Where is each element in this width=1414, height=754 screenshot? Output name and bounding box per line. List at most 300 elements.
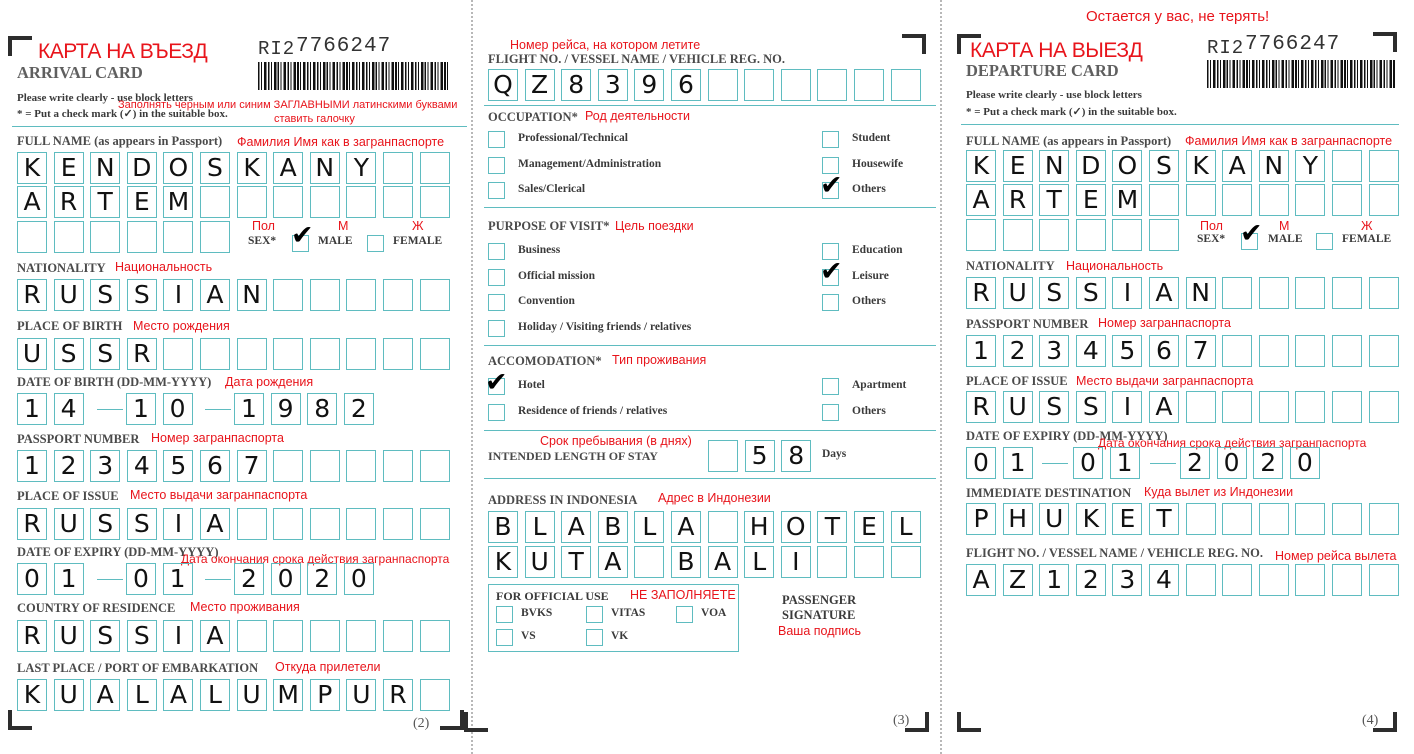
letter-box[interactable]: 9 — [634, 69, 664, 101]
letter-box[interactable]: 5 — [163, 450, 193, 482]
letter-box[interactable]: A — [1149, 277, 1179, 309]
letter-box[interactable]: 6 — [671, 69, 701, 101]
letter-box[interactable]: 1 — [17, 450, 47, 482]
letter-box[interactable] — [200, 338, 230, 370]
letter-box[interactable]: U — [54, 279, 84, 311]
letter-box[interactable] — [310, 186, 340, 218]
letter-box[interactable]: E — [1076, 184, 1106, 216]
letter-box[interactable]: S — [1149, 150, 1179, 182]
letter-box[interactable]: 2 — [1076, 564, 1106, 596]
letter-box[interactable] — [1332, 184, 1362, 216]
letter-box[interactable]: 0 — [966, 447, 996, 479]
letter-box[interactable]: 1 — [54, 563, 84, 595]
letter-box[interactable]: O — [163, 152, 193, 184]
letter-box[interactable]: 0 — [163, 393, 193, 425]
letter-box[interactable]: A — [671, 511, 701, 543]
letter-box[interactable] — [420, 508, 450, 540]
letter-box[interactable]: S — [90, 279, 120, 311]
letter-box[interactable]: 1 — [1039, 564, 1069, 596]
letter-box[interactable]: 1 — [1003, 447, 1033, 479]
letter-box[interactable]: T — [1149, 503, 1179, 535]
letter-box[interactable]: 0 — [1290, 447, 1320, 479]
occupation-checkbox[interactable] — [822, 131, 839, 148]
letter-box[interactable]: I — [781, 546, 811, 578]
letter-box[interactable] — [420, 186, 450, 218]
letter-box[interactable] — [1186, 184, 1216, 216]
letter-box[interactable]: R — [1003, 184, 1033, 216]
letter-box[interactable]: E — [1003, 150, 1033, 182]
purpose-checkbox[interactable] — [488, 269, 505, 286]
letter-box[interactable] — [1332, 391, 1362, 423]
letter-box[interactable] — [1295, 335, 1325, 367]
official-use-checkbox[interactable] — [676, 606, 693, 623]
letter-box[interactable]: R — [383, 679, 413, 711]
letter-box[interactable] — [273, 620, 303, 652]
letter-box[interactable] — [273, 279, 303, 311]
accommodation-checkbox[interactable] — [822, 404, 839, 421]
letter-box[interactable]: I — [1112, 391, 1142, 423]
letter-box[interactable] — [1222, 277, 1252, 309]
address-line-2[interactable] — [488, 546, 927, 578]
letter-box[interactable]: A — [200, 620, 230, 652]
letter-box[interactable] — [346, 620, 376, 652]
letter-box[interactable] — [1332, 564, 1362, 596]
letter-box[interactable]: 2 — [1003, 335, 1033, 367]
letter-box[interactable] — [1222, 503, 1252, 535]
letter-box[interactable] — [1332, 277, 1362, 309]
letter-box[interactable]: 4 — [1076, 335, 1106, 367]
letter-box[interactable]: U — [525, 546, 555, 578]
letter-box[interactable]: K — [1076, 503, 1106, 535]
letter-box[interactable]: 2 — [344, 393, 374, 425]
letter-box[interactable]: 3 — [1112, 564, 1142, 596]
letter-box[interactable]: 4 — [1149, 564, 1179, 596]
letter-box[interactable] — [708, 511, 738, 543]
letter-box[interactable] — [1076, 219, 1106, 251]
letter-box[interactable]: 5 — [745, 440, 775, 472]
letter-box[interactable]: E — [54, 152, 84, 184]
letter-box[interactable] — [817, 69, 847, 101]
letter-box[interactable]: P — [310, 679, 340, 711]
letter-box[interactable]: 7 — [237, 450, 267, 482]
letter-box[interactable] — [1369, 277, 1399, 309]
letter-box[interactable] — [237, 186, 267, 218]
letter-box[interactable] — [1332, 150, 1362, 182]
letter-box[interactable] — [420, 338, 450, 370]
letter-box[interactable] — [310, 279, 340, 311]
letter-box[interactable]: L — [525, 511, 555, 543]
letter-box[interactable]: E — [1112, 503, 1142, 535]
letter-box[interactable]: K — [488, 546, 518, 578]
place-of-issue-field[interactable] — [17, 508, 456, 540]
address-line-1[interactable] — [488, 511, 927, 543]
letter-box[interactable]: S — [1076, 391, 1106, 423]
passport-field[interactable] — [17, 450, 456, 482]
purpose-checkbox[interactable] — [488, 243, 505, 260]
letter-box[interactable]: A — [273, 152, 303, 184]
letter-box[interactable]: H — [1003, 503, 1033, 535]
letter-box[interactable] — [1259, 503, 1289, 535]
dob-day[interactable] — [17, 393, 90, 425]
letter-box[interactable]: R — [54, 186, 84, 218]
letter-box[interactable]: S — [54, 338, 84, 370]
letter-box[interactable] — [420, 152, 450, 184]
letter-box[interactable] — [127, 221, 157, 253]
letter-box[interactable]: K — [17, 679, 47, 711]
letter-box[interactable]: 3 — [1039, 335, 1069, 367]
letter-box[interactable] — [1259, 277, 1289, 309]
country-of-residence-field[interactable] — [17, 620, 456, 652]
letter-box[interactable]: 8 — [561, 69, 591, 101]
letter-box[interactable]: U — [346, 679, 376, 711]
letter-box[interactable] — [273, 338, 303, 370]
letter-box[interactable]: E — [854, 511, 884, 543]
expiry-month[interactable] — [126, 563, 199, 595]
official-use-checkbox[interactable] — [496, 629, 513, 646]
letter-box[interactable]: S — [1039, 277, 1069, 309]
letter-box[interactable]: U — [54, 508, 84, 540]
letter-box[interactable]: 6 — [1149, 335, 1179, 367]
letter-box[interactable]: 8 — [307, 393, 337, 425]
letter-box[interactable]: N — [1039, 150, 1069, 182]
letter-box[interactable]: L — [634, 511, 664, 543]
full-name-line-1[interactable] — [17, 152, 456, 184]
letter-box[interactable]: 1 — [234, 393, 264, 425]
nationality-field[interactable] — [966, 277, 1405, 309]
letter-box[interactable]: 5 — [1112, 335, 1142, 367]
expiry-year[interactable] — [234, 563, 380, 595]
occupation-checkbox[interactable] — [488, 157, 505, 174]
letter-box[interactable] — [1369, 503, 1399, 535]
official-use-checkbox[interactable] — [586, 606, 603, 623]
letter-box[interactable]: Q — [488, 69, 518, 101]
letter-box[interactable] — [1149, 219, 1179, 251]
letter-box[interactable] — [420, 679, 450, 711]
letter-box[interactable] — [1369, 184, 1399, 216]
letter-box[interactable]: D — [1076, 150, 1106, 182]
letter-box[interactable] — [346, 338, 376, 370]
letter-box[interactable]: A — [1149, 391, 1179, 423]
letter-box[interactable] — [310, 338, 340, 370]
letter-box[interactable] — [383, 620, 413, 652]
letter-box[interactable]: S — [90, 338, 120, 370]
dob-month[interactable] — [126, 393, 199, 425]
letter-box[interactable] — [1259, 564, 1289, 596]
letter-box[interactable]: P — [966, 503, 996, 535]
letter-box[interactable]: Y — [346, 152, 376, 184]
letter-box[interactable] — [163, 221, 193, 253]
letter-box[interactable]: 4 — [54, 393, 84, 425]
letter-box[interactable] — [1003, 219, 1033, 251]
letter-box[interactable]: Z — [1003, 564, 1033, 596]
letter-box[interactable] — [90, 221, 120, 253]
letter-box[interactable] — [383, 338, 413, 370]
place-of-issue-field[interactable] — [966, 391, 1405, 423]
letter-box[interactable]: 0 — [17, 563, 47, 595]
letter-box[interactable]: N — [1259, 150, 1289, 182]
letter-box[interactable]: U — [1003, 391, 1033, 423]
letter-box[interactable]: M — [1112, 184, 1142, 216]
letter-box[interactable]: Y — [1295, 150, 1325, 182]
letter-box[interactable]: B — [598, 511, 628, 543]
letter-box[interactable]: K — [237, 152, 267, 184]
letter-box[interactable] — [383, 450, 413, 482]
letter-box[interactable] — [346, 508, 376, 540]
letter-box[interactable]: N — [310, 152, 340, 184]
letter-box[interactable]: S — [1076, 277, 1106, 309]
letter-box[interactable]: 1 — [17, 393, 47, 425]
letter-box[interactable] — [817, 546, 847, 578]
letter-box[interactable]: 2 — [54, 450, 84, 482]
full-name-line-3[interactable] — [966, 219, 1186, 251]
letter-box[interactable]: 2 — [234, 563, 264, 595]
letter-box[interactable]: 2 — [1180, 447, 1210, 479]
expiry-month[interactable] — [1073, 447, 1146, 479]
letter-box[interactable]: L — [127, 679, 157, 711]
letter-box[interactable] — [273, 508, 303, 540]
letter-box[interactable]: K — [1186, 150, 1216, 182]
letter-box[interactable] — [310, 508, 340, 540]
letter-box[interactable] — [273, 450, 303, 482]
letter-box[interactable] — [383, 508, 413, 540]
letter-box[interactable]: N — [237, 279, 267, 311]
letter-box[interactable] — [1222, 335, 1252, 367]
letter-box[interactable] — [891, 546, 921, 578]
letter-box[interactable] — [346, 450, 376, 482]
letter-box[interactable] — [310, 620, 340, 652]
letter-box[interactable] — [854, 69, 884, 101]
letter-box[interactable] — [1039, 219, 1069, 251]
expiry-day[interactable] — [966, 447, 1039, 479]
letter-box[interactable] — [1295, 391, 1325, 423]
letter-box[interactable] — [163, 338, 193, 370]
letter-box[interactable]: U — [237, 679, 267, 711]
letter-box[interactable] — [1222, 184, 1252, 216]
letter-box[interactable] — [1369, 391, 1399, 423]
letter-box[interactable]: 2 — [1253, 447, 1283, 479]
letter-box[interactable] — [383, 152, 413, 184]
letter-box[interactable] — [744, 69, 774, 101]
female-checkbox[interactable] — [1316, 233, 1333, 250]
letter-box[interactable]: N — [90, 152, 120, 184]
letter-box[interactable] — [200, 186, 230, 218]
letter-box[interactable]: 2 — [307, 563, 337, 595]
letter-box[interactable]: 3 — [598, 69, 628, 101]
letter-box[interactable] — [420, 450, 450, 482]
full-name-line-3[interactable] — [17, 221, 237, 253]
letter-box[interactable]: L — [200, 679, 230, 711]
letter-box[interactable] — [1149, 184, 1179, 216]
letter-box[interactable] — [1259, 335, 1289, 367]
flight-field[interactable] — [488, 69, 927, 101]
letter-box[interactable]: S — [200, 152, 230, 184]
letter-box[interactable]: U — [17, 338, 47, 370]
embarkation-field[interactable] — [17, 679, 456, 711]
full-name-line-2[interactable] — [17, 186, 456, 218]
letter-box[interactable]: A — [966, 564, 996, 596]
letter-box[interactable] — [346, 186, 376, 218]
letter-box[interactable] — [1332, 503, 1362, 535]
letter-box[interactable] — [781, 69, 811, 101]
letter-box[interactable] — [346, 279, 376, 311]
letter-box[interactable]: S — [90, 508, 120, 540]
occupation-checkbox[interactable] — [488, 131, 505, 148]
letter-box[interactable]: R — [17, 620, 47, 652]
letter-box[interactable] — [1112, 219, 1142, 251]
letter-box[interactable]: A — [1222, 150, 1252, 182]
letter-box[interactable]: S — [1039, 391, 1069, 423]
dob-year[interactable] — [234, 393, 380, 425]
female-checkbox[interactable] — [367, 235, 384, 252]
letter-box[interactable] — [1186, 391, 1216, 423]
letter-box[interactable]: L — [891, 511, 921, 543]
letter-box[interactable]: K — [966, 150, 996, 182]
letter-box[interactable]: D — [127, 152, 157, 184]
letter-box[interactable] — [1295, 564, 1325, 596]
official-use-checkbox[interactable] — [496, 606, 513, 623]
letter-box[interactable] — [708, 69, 738, 101]
letter-box[interactable]: O — [1112, 150, 1142, 182]
letter-box[interactable]: T — [817, 511, 847, 543]
letter-box[interactable]: K — [17, 152, 47, 184]
letter-box[interactable] — [854, 546, 884, 578]
letter-box[interactable] — [17, 221, 47, 253]
letter-box[interactable]: 4 — [127, 450, 157, 482]
letter-box[interactable]: A — [17, 186, 47, 218]
letter-box[interactable]: 1 — [1110, 447, 1140, 479]
letter-box[interactable]: R — [17, 508, 47, 540]
letter-box[interactable]: U — [1003, 277, 1033, 309]
letter-box[interactable] — [1222, 391, 1252, 423]
accommodation-checkbox[interactable] — [488, 404, 505, 421]
letter-box[interactable]: B — [671, 546, 701, 578]
accommodation-checkbox[interactable] — [822, 378, 839, 395]
letter-box[interactable] — [383, 186, 413, 218]
letter-box[interactable]: 7 — [1186, 335, 1216, 367]
letter-box[interactable] — [1295, 277, 1325, 309]
letter-box[interactable] — [237, 620, 267, 652]
occupation-checkbox[interactable] — [488, 182, 505, 199]
letter-box[interactable]: H — [744, 511, 774, 543]
letter-box[interactable] — [634, 546, 664, 578]
letter-box[interactable] — [1186, 503, 1216, 535]
letter-box[interactable] — [1369, 335, 1399, 367]
letter-box[interactable]: 0 — [344, 563, 374, 595]
purpose-checkbox[interactable] — [822, 294, 839, 311]
letter-box[interactable]: S — [127, 620, 157, 652]
letter-box[interactable] — [310, 450, 340, 482]
letter-box[interactable] — [1186, 564, 1216, 596]
letter-box[interactable] — [1332, 335, 1362, 367]
letter-box[interactable]: S — [127, 508, 157, 540]
letter-box[interactable]: Z — [525, 69, 555, 101]
letter-box[interactable]: 8 — [781, 440, 811, 472]
letter-box[interactable]: R — [127, 338, 157, 370]
letter-box[interactable]: L — [744, 546, 774, 578]
letter-box[interactable]: A — [163, 679, 193, 711]
letter-box[interactable]: 0 — [1217, 447, 1247, 479]
flight-field[interactable] — [966, 564, 1405, 596]
letter-box[interactable]: A — [561, 511, 591, 543]
letter-box[interactable]: T — [90, 186, 120, 218]
letter-box[interactable]: R — [966, 391, 996, 423]
nationality-field[interactable] — [17, 279, 456, 311]
letter-box[interactable]: S — [90, 620, 120, 652]
letter-box[interactable] — [1259, 184, 1289, 216]
letter-box[interactable]: 6 — [200, 450, 230, 482]
stay-field[interactable] — [708, 440, 818, 472]
letter-box[interactable]: N — [1186, 277, 1216, 309]
letter-box[interactable]: U — [1039, 503, 1069, 535]
purpose-checkbox[interactable] — [488, 294, 505, 311]
letter-box[interactable]: A — [966, 184, 996, 216]
purpose-checkbox[interactable] — [488, 320, 505, 337]
letter-box[interactable]: U — [54, 620, 84, 652]
letter-box[interactable]: I — [163, 508, 193, 540]
letter-box[interactable]: 0 — [126, 563, 156, 595]
letter-box[interactable]: 1 — [966, 335, 996, 367]
letter-box[interactable]: M — [163, 186, 193, 218]
letter-box[interactable]: I — [163, 279, 193, 311]
letter-box[interactable] — [1295, 503, 1325, 535]
letter-box[interactable] — [708, 440, 738, 472]
letter-box[interactable]: U — [54, 679, 84, 711]
letter-box[interactable] — [1222, 564, 1252, 596]
letter-box[interactable] — [1369, 150, 1399, 182]
letter-box[interactable] — [200, 221, 230, 253]
letter-box[interactable] — [1259, 391, 1289, 423]
letter-box[interactable]: 0 — [1073, 447, 1103, 479]
letter-box[interactable] — [420, 620, 450, 652]
letter-box[interactable] — [383, 279, 413, 311]
letter-box[interactable] — [237, 508, 267, 540]
letter-box[interactable]: I — [163, 620, 193, 652]
letter-box[interactable]: 9 — [271, 393, 301, 425]
full-name-line-2[interactable] — [966, 184, 1405, 216]
destination-field[interactable] — [966, 503, 1405, 535]
letter-box[interactable]: A — [90, 679, 120, 711]
letter-box[interactable] — [1369, 564, 1399, 596]
letter-box[interactable]: A — [200, 508, 230, 540]
letter-box[interactable]: 3 — [90, 450, 120, 482]
letter-box[interactable]: T — [561, 546, 591, 578]
letter-box[interactable] — [54, 221, 84, 253]
letter-box[interactable] — [273, 186, 303, 218]
place-of-birth-field[interactable] — [17, 338, 456, 370]
letter-box[interactable]: O — [781, 511, 811, 543]
letter-box[interactable]: M — [273, 679, 303, 711]
expiry-day[interactable] — [17, 563, 90, 595]
letter-box[interactable] — [966, 219, 996, 251]
letter-box[interactable]: T — [1039, 184, 1069, 216]
letter-box[interactable]: S — [127, 279, 157, 311]
letter-box[interactable]: R — [17, 279, 47, 311]
letter-box[interactable] — [237, 338, 267, 370]
letter-box[interactable]: B — [488, 511, 518, 543]
letter-box[interactable] — [891, 69, 921, 101]
passport-field[interactable] — [966, 335, 1405, 367]
letter-box[interactable]: A — [200, 279, 230, 311]
letter-box[interactable]: A — [708, 546, 738, 578]
letter-box[interactable]: R — [966, 277, 996, 309]
letter-box[interactable] — [1295, 184, 1325, 216]
official-use-checkbox[interactable] — [586, 629, 603, 646]
letter-box[interactable]: I — [1112, 277, 1142, 309]
letter-box[interactable]: 1 — [126, 393, 156, 425]
letter-box[interactable] — [420, 279, 450, 311]
full-name-line-1[interactable] — [966, 150, 1405, 182]
expiry-year[interactable] — [1180, 447, 1326, 479]
